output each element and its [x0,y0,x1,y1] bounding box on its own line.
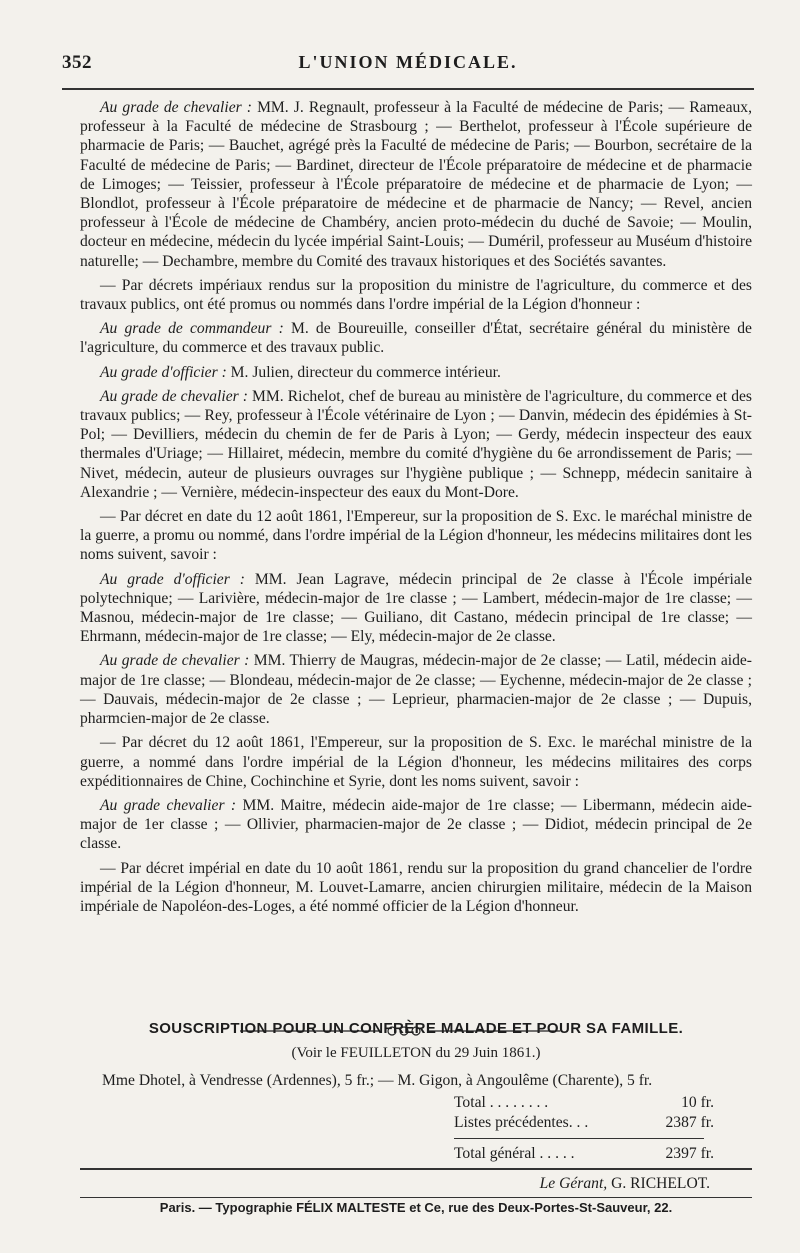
total-row [454,1094,714,1114]
paragraph [80,796,752,854]
paragraph [80,363,752,382]
header-rule [62,88,754,90]
paragraph [80,507,752,565]
paragraph-text: MM. J. Regnault, professeur à la Faculté de médecine de Paris; — Rameaux, professeur à la Faculté de médecine de Strasbourg ; — Berthelot, professeur à l'École supérieure de pharmacie de Paris; — Bauchet, agrégé près la Faculté de médecine de Paris; — Bourbon, secrétaire de la Faculté de médecine de Paris; — Bardinet, directeur de l'École préparatoire de médecine et de pharmacie de Limoges; — Teissier, professeur à l'École préparatoire de médecine et de pharmacie de Lyon; — Blondlot, professeur à l'École préparatoire de médecine et de pharmacie de Nancy; — Revel, ancien professeur à l'École de médecine de Chambéry, ancien proto-médecin du duché de Savoie; — Moulin, docteur en médecine, médecin du lycée impérial Saint-Louis; — Duméril, professeur au Muséum d'histoire naturelle; — Dechambre, membre du Comité des travaux historiques et des Sociétés savantes. [80,99,752,270]
contributors-line: Mme Dhotel, à Vendresse (Ardennes), 5 fr.; — M. Gigon, à Angoulême (Charente), 5 fr. [102,1072,653,1089]
previous-lists-value: 2387 fr. [665,1114,714,1131]
page-header [62,52,754,82]
paragraph-text: M. Julien, directeur du commerce intérieur. [226,363,501,381]
running-title: L'UNION MÉDICALE. [298,52,518,72]
imprint-rule [80,1197,752,1198]
previous-lists-label: Listes précédentes. . . [454,1114,589,1131]
grand-total-value: 2397 fr. [665,1145,714,1162]
gerant-signature [540,1175,710,1193]
paragraph-text: — Par décret en date du 12 août 1861, l'Empereur, sur la proposition de S. Exc. le maréchal ministre de la guerre, a promu ou nommé, dans l'ordre impérial de la Légion d'honneur, les médecins militaires dont les noms suivent, savoir : [80,508,752,564]
paragraph-text: — Par décret impérial en date du 10 août 1861, rendu sur la proposition du grand chancelier de l'ordre impérial de la Légion d'honneur, M. Louvet-Lamarre, ancien chirurgien militaire, médecin de la Maison impériale de Napoléon-des-Loges, a été nommé officier de la Légion d'honneur. [80,859,752,915]
grade-heading: Au grade de commandeur : [100,320,284,338]
totals-rule [454,1138,704,1139]
paragraph-text: MM. Richelot, chef de bureau au ministère de l'agriculture, du commerce et des travaux publics; — Rey, professeur à l'École vétérinaire de Lyon ; — Danvin, médecin des épidémies à St-Pol; — Devilliers, médecin du chemin de fer de Paris à Lyon; — Gerdy, médecin inspecteur des eaux thermales d'Uriage; — Hillairet, médecin, membre du comité d'hygiène du 6e arrondissement de Paris; — Nivet, médecin, auteur de plusieurs ouvrages sur l'hygiène publique ; — Schnepp, médecin sanitaire à Alexandrie ; — Vernière, médecin-inspecteur des eaux du Mont-Dore. [80,387,752,501]
paragraph [80,319,752,357]
total-value: 10 fr. [681,1094,714,1111]
grade-heading: Au grade chevalier : [100,796,237,814]
paragraph [80,98,752,271]
grand-total-row [454,1145,714,1165]
grade-heading: Au grade de chevalier : [100,652,250,670]
paragraph-text: MM. Thierry de Maugras, médecin-major de 2e classe; — Latil, médecin aide-major de 1re classe; — Blondeau, médecin-major de 2e classe; — Eychenne, médecin-major de 2e classe ; — Dauvais, médecin-major de 2e classe ; — Leprieur, pharmacien-major de 2e classe ; — Dupuis, pharmcien-major de 2e classe. [80,652,752,728]
paragraph-text: M. de Boureuille, conseiller d'État, secrétaire général du ministère de l'agriculture, du commerce et des travaux public. [80,320,752,357]
article-body [80,98,752,921]
paragraph-text: — Par décrets impériaux rendus sur la proposition du ministre de l'agriculture, du commerce et des travaux publics, ont été promus ou nommés dans l'ordre impérial de la Légion d'honneur : [80,276,752,314]
paragraph [80,387,752,502]
paragraph [80,733,752,791]
gerant-label: Le Gérant, [539,1175,608,1192]
paragraph [80,276,752,314]
grand-total-label: Total général . . . . . [454,1145,575,1162]
grade-heading: Au grade d'officier : [100,570,245,588]
subscription-note: (Voir le FEUILLETON du 29 Juin 1861.) [291,1045,541,1061]
subscription-title: SOUSCRIPTION POUR UN CONFRÈRE MALADE ET POUR SA FAMILLE. [148,1020,684,1037]
totals-block [454,1094,714,1165]
total-label: Total . . . . . . . . [454,1094,549,1111]
paragraph [80,859,752,917]
gerant-name: G. RICHELOT. [611,1175,710,1192]
page-number: 352 [62,52,92,73]
paragraph-text: MM. Maitre, médecin aide-major de 1re classe; — Libermann, médecin aide-major de 1er classe ; — Ollivier, pharmacien-major de 2e classe ; — Didiot, médecin principal de 2e classe. [80,796,753,853]
footer-rule [80,1168,752,1170]
paragraph-text: — Par décret du 12 août 1861, l'Empereur, sur la proposition de S. Exc. le maréchal ministre de la guerre, a nommé dans l'ordre impérial de la Légion d'honneur, les médecins militaires des corps expéditionnaires de Chine, Cochinchine et Syrie, dont les noms suivent, savoir : [80,734,752,790]
previous-lists-row [454,1114,714,1134]
grade-heading: Au grade de chevalier : [100,387,248,405]
paragraph [80,570,752,647]
printer-imprint: Paris. — Typographie FÉLIX MALTESTE et Ce, rue des Deux-Portes-St-Sauveur, 22. [159,1200,673,1215]
grade-heading: Au grade d'officier : [100,363,227,381]
paragraph [80,651,752,728]
paragraph-text: MM. Jean Lagrave, médecin principal de 2e classe à l'École impériale polytechnique; — Larivière, médecin-major de 1re classe ; — Lambert, médecin-major de 1re classe; — Masnou, médecin-major de 1re classe; — Guiliano, dit Castano, médecin principal de 1re classe; — Ehrmann, médecin-major de 1re classe; — Ely, médecin-major de 2e classe. [80,570,753,646]
grade-heading: Au grade de chevalier : [100,99,252,116]
